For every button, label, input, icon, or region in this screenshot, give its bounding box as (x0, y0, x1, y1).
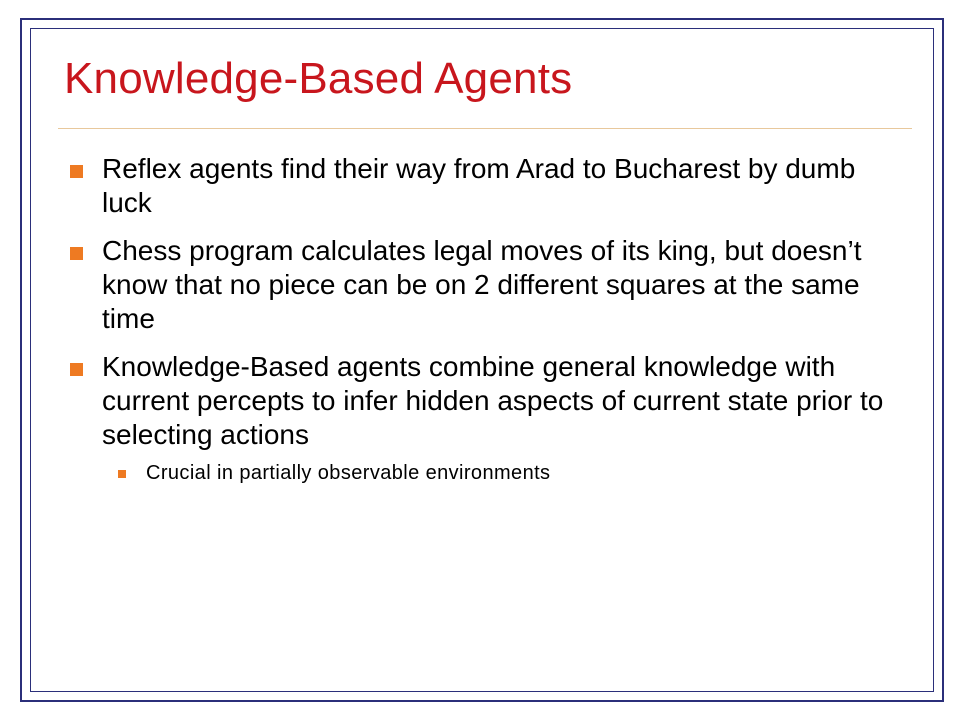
bullet-text: Knowledge-Based agents combine general knowledge with current percepts to infer hidden aspects of current state prior to selecting actions (102, 351, 884, 450)
sub-bullet-item (110, 460, 912, 486)
title-divider (58, 128, 912, 129)
bullet-item (66, 234, 912, 336)
sub-bullet-text: Crucial in partially observable environments (146, 462, 551, 484)
square-bullet-icon (118, 470, 126, 478)
bullet-text: Reflex agents find their way from Arad to Bucharest by dumb luck (102, 153, 856, 218)
square-bullet-icon (70, 165, 83, 178)
bullet-text: Chess program calculates legal moves of its king, but doesn’t know that no piece can be on 2 different squares at the same time (102, 235, 862, 334)
slide-title: Knowledge-Based Agents (64, 54, 573, 103)
bullet-item (66, 152, 912, 220)
bullet-item (66, 350, 912, 452)
bullet-list (66, 152, 912, 486)
square-bullet-icon (70, 363, 83, 376)
square-bullet-icon (70, 247, 83, 260)
